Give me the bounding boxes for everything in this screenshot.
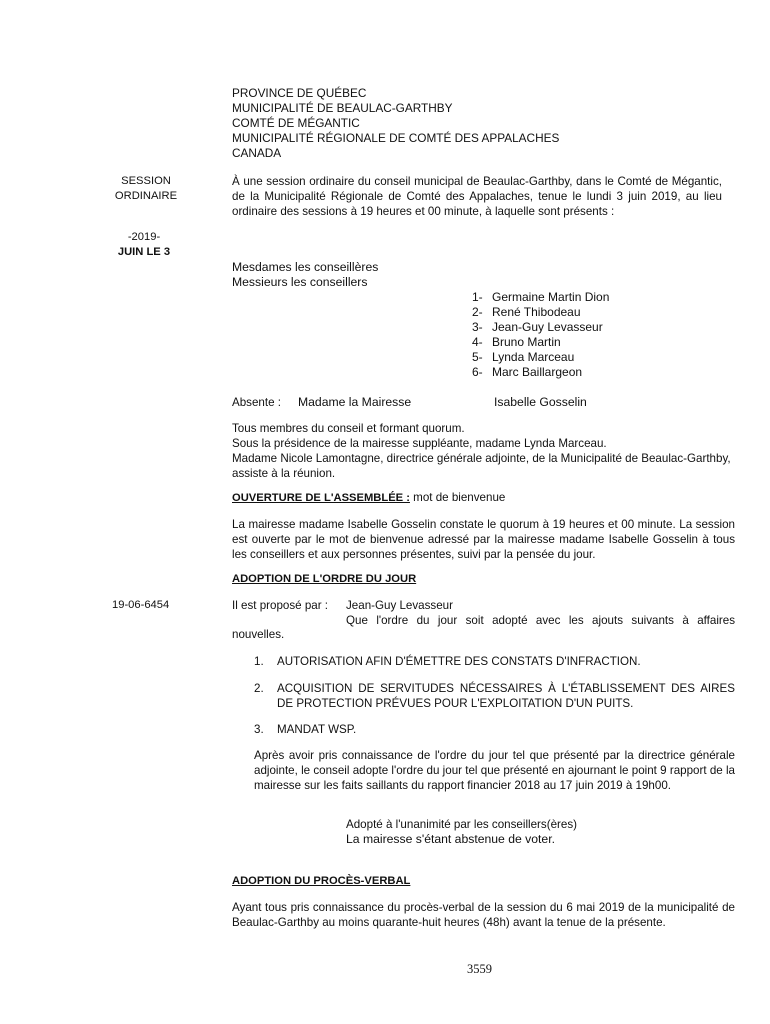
opening-heading: OUVERTURE DE L'ASSEMBLÉE : <box>232 492 410 504</box>
margin-session-line1: SESSION <box>121 175 171 187</box>
member-name: Lynda Marceau <box>492 350 575 364</box>
page-number: 3559 <box>467 962 492 976</box>
margin-date: JUIN LE 3 <box>117 246 171 258</box>
header-country: CANADA <box>232 146 282 160</box>
header-province: PROVINCE DE QUÉBEC <box>232 86 367 100</box>
margin-year: -2019- <box>127 231 161 243</box>
agenda-heading: ADOPTION DE L'ORDRE DU JOUR <box>232 573 417 585</box>
member-name: Bruno Martin <box>492 335 561 349</box>
member-number: 1- <box>472 290 483 304</box>
member-name: Jean-Guy Levasseur <box>492 320 603 334</box>
agenda-item-text: ACQUISITION DE SERVITUDES NÉCESSAIRES À L'ÉTABLISSEMENT DES AIRES DE PROTECTION PRÉVUES POUR L'EXPLOITATION D'UN PUITS. <box>277 682 735 710</box>
quorum-assist-line: Madame Nicole Lamontagne, directrice générale adjointe, de la Municipalité de Beaulac-Garthby, assiste à la réunion. <box>232 452 731 480</box>
motion-line-continued: nouvelles. <box>232 628 285 641</box>
member-item <box>472 305 581 320</box>
motion-line: Que l'ordre du jour soit adopté avec les ajouts suivants à affaires <box>346 614 735 627</box>
member-item <box>472 350 574 365</box>
agenda-item-text: MANDAT WSP. <box>277 723 357 736</box>
quorum-line: Tous membres du conseil et formant quorum. <box>232 422 465 435</box>
agenda-item-number: 2. <box>254 682 264 695</box>
member-number: 2- <box>472 305 483 319</box>
member-number: 6- <box>472 365 483 379</box>
minutes-paragraph: Ayant tous pris connaissance du procès-verbal de la session du 6 mai 2019 de la municipalité de Beaulac-Garthby au moins quarante-huit heures (48h) avant la tenue de la présente. <box>232 901 735 929</box>
opening-paragraph: La mairesse madame Isabelle Gosselin constate le quorum à 19 heures et 00 minute. La session est ouverte par le mot de bienvenue adressé par la mairesse madame Isabelle Gosselin à tous les conseillers et aux personnes présentes, suivi par la pensée du jour. <box>232 518 735 561</box>
header-mrc: MUNICIPALITÉ RÉGIONALE DE COMTÉ DES APPALACHES <box>232 131 560 145</box>
member-number: 4- <box>472 335 483 349</box>
quorum-chair-line: Sous la présidence de la mairesse suppléante, madame Lynda Marceau. <box>232 437 607 450</box>
member-number: 5- <box>472 350 483 364</box>
quorum-block <box>232 421 735 481</box>
member-number: 3- <box>472 320 483 334</box>
adopted-unanimously: Adopté à l'unanimité par les conseillers(ères) <box>346 818 577 831</box>
header-county: COMTÉ DE MÉGANTIC <box>232 116 360 130</box>
proposed-by: Jean-Guy Levasseur <box>346 599 453 612</box>
member-item <box>472 290 609 305</box>
agenda-item-number: 3. <box>254 723 264 736</box>
opening-heading-suffix: mot de bienvenue <box>409 491 506 504</box>
member-item <box>472 335 561 350</box>
member-item <box>472 365 582 380</box>
absent-label: Absente : <box>232 396 281 409</box>
margin-resolution-number: 19-06-6454 <box>112 599 170 611</box>
agenda-item-number: 1. <box>254 655 264 668</box>
margin-session-type <box>108 174 184 204</box>
agenda-adoption-paragraph: Après avoir pris connaissance de l'ordre du jour tel que présenté par la directrice générale adjointe, le conseil adopte l'ordre du jour tel que présenté en ajournant le point 9 rapport de la mairesse sur les faits saillants du rapport financier 2018 au 17 juin 2019 à 19h00. <box>254 749 735 792</box>
member-name: Marc Baillargeon <box>492 365 583 379</box>
proposed-label: Il est proposé par : <box>232 599 329 612</box>
margin-session-line2: ORDINAIRE <box>114 190 178 202</box>
attendance-ladies: Mesdames les conseillères <box>232 260 379 274</box>
absent-name: Isabelle Gosselin <box>494 395 587 409</box>
mayor-abstained: La mairesse s'étant abstenue de voter. <box>346 832 555 846</box>
member-name: Germaine Martin Dion <box>492 290 610 304</box>
intro-paragraph: À une session ordinaire du conseil municipal de Beaulac-Garthby, dans le Comté de Mégantic, de la Municipalité Régionale de Comté des Appalaches, tenue le lundi 3 juin 2019, au lieu ordinaire des sessions à 19 heures et 00 minute, à laquelle sont présents : <box>232 175 722 218</box>
attendance-gentlemen: Messieurs les conseillers <box>232 275 368 289</box>
agenda-item-text: AUTORISATION AFIN D'ÉMETTRE DES CONSTATS D'INFRACTION. <box>277 655 641 668</box>
minutes-heading: ADOPTION DU PROCÈS-VERBAL <box>232 875 411 887</box>
absent-title: Madame la Mairesse <box>298 395 412 409</box>
opening-heading-row <box>232 490 505 506</box>
member-item <box>472 320 603 335</box>
header-municipality: MUNICIPALITÉ DE BEAULAC-GARTHBY <box>232 101 453 115</box>
member-name: René Thibodeau <box>492 305 581 319</box>
